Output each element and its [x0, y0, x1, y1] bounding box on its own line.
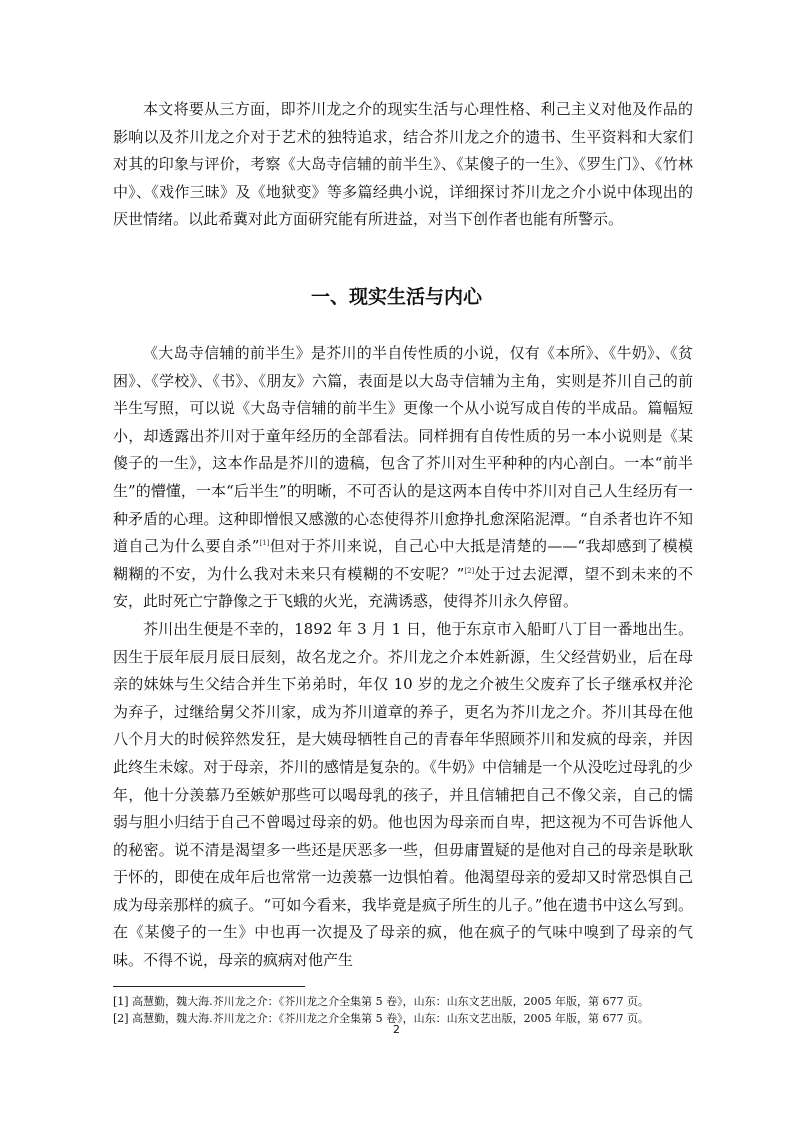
- body-paragraph-1: [113, 340, 693, 616]
- footnote-ref-2[interactable]: [2]: [464, 566, 475, 575]
- paragraph-1-text-c: 处于过去泥潭，望不到未来的不安，此时死亡宁静像之于飞蛾的火光，充满诱惑，使得芥川永久停留。: [113, 564, 693, 611]
- footnote-2: [2] 高慧勤，魏大海.芥川龙之介：《芥川龙之介全集第 5 卷》，山东：山东文艺出版，2005 年版，第 677 页。: [113, 1012, 650, 1025]
- footnote-divider: [113, 986, 305, 987]
- intro-paragraph: 本文将要从三方面，即芥川龙之介的现实生活与心理性格、利己主义对他及作品的影响以及芥川龙之介对于艺术的独特追求，结合芥川龙之介的遗书、生平资料和大家们对其的印象与评价，考察《大岛寺信辅的前半生》、《某傻子的一生》、《罗生门》、《竹林中》、《戏作三昧》及《地狱变》等多篇经典小说，详细探讨芥川龙之介小说中体现出的厌世情绪。以此希冀对此方面研究能有所进益，对当下创作者也能有所警示。: [113, 100, 693, 229]
- paragraph-1-text-a: 《大岛寺信辅的前半生》是芥川的半自传性质的小说，仅有《本所》、《牛奶》、《贫困》、《学校》、《书》、《朋友》六篇，表面是以大岛寺信辅为主角，实则是芥川自己的前半生写照，可以说《大岛寺信辅的前半生》更像一个从小说写成自传的半成品。篇幅短小，却透露出芥川对于童年经历的全部看法。同样拥有自传性质的另一本小说则是《某傻子的一生》，这本作品是芥川的遗稿，包含了芥川对生平种种的内心剖白。一本“前半生”的懵懂，一本“后半生”的明晰，不可否认的是这两本自传中芥川对自己人生经历有一种矛盾的心理。这种即憎恨又感激的心态使得芥川愈挣扎愈深陷泥潭。“自杀者也许不知道自己为什么要自杀”: [113, 344, 693, 556]
- intro-section: [113, 96, 693, 234]
- page-number: 2: [393, 1023, 400, 1036]
- paragraph-1-text-b: 但对于芥川来说，自己心中大抵是清楚的——“我却感到了模模糊糊的不安，为什么我对未来只有模糊的不安呢？”: [113, 537, 694, 583]
- body-section: [113, 340, 693, 975]
- footnotes: [113, 993, 713, 1027]
- body-paragraph-2: 芥川出生便是不幸的，1892 年 3 月 1 日，他于东京市入船町八丁目一番地出生。因生于辰年辰月辰日辰刻，故名龙之介。芥川龙之介本姓新源，生父经营奶业，后在母亲的妹妹与生父结合并生下弟弟时，年仅 10 岁的龙之介被生父废弃了长子继承权并沦为弃子，过继给舅父芥川家，成为芥川道章的养子，更名为芥川龙之介。芥川其母在他八个月大的时候猝然发狂，是大姨母牺牲自己的青春年华照顾芥川和发疯的母亲，并因此终生未嫁。对于母亲，芥川的感情是复杂的。《牛奶》中信辅是一个从没吃过母乳的少年，他十分羡慕乃至嫉妒那些可以喝母乳的孩子，并且信辅把自己不像父亲，自己的懦弱与胆小归结于自己不曾喝过母亲的奶。他也因为母亲而自卑，把这视为不可告诉他人的秘密。说不清是渴望多一些还是厌恶多一些，但毋庸置疑的是他对自己的母亲是耿耿于怀的，即使在成年后也常常一边羡慕一边惧怕着。他渴望母亲的爱却又时常恐惧自己成为母亲那样的疯子。“可如今看来，我毕竟是疯子所生的儿子。”他在遗书中这么写到。在《某傻子的一生》中也再一次提及了母亲的疯，他在疯子的气味中嗅到了母亲的气味。不得不说，母亲的疯病对他产生: [113, 619, 693, 970]
- footnote-1: [1] 高慧勤，魏大海.芥川龙之介：《芥川龙之介全集第 5 卷》，山东：山东文艺出版，2005 年版，第 677 页。: [113, 995, 650, 1008]
- footnote-ref-1[interactable]: [1]: [259, 539, 270, 548]
- section-heading: 一、现实生活与内心: [310, 286, 482, 308]
